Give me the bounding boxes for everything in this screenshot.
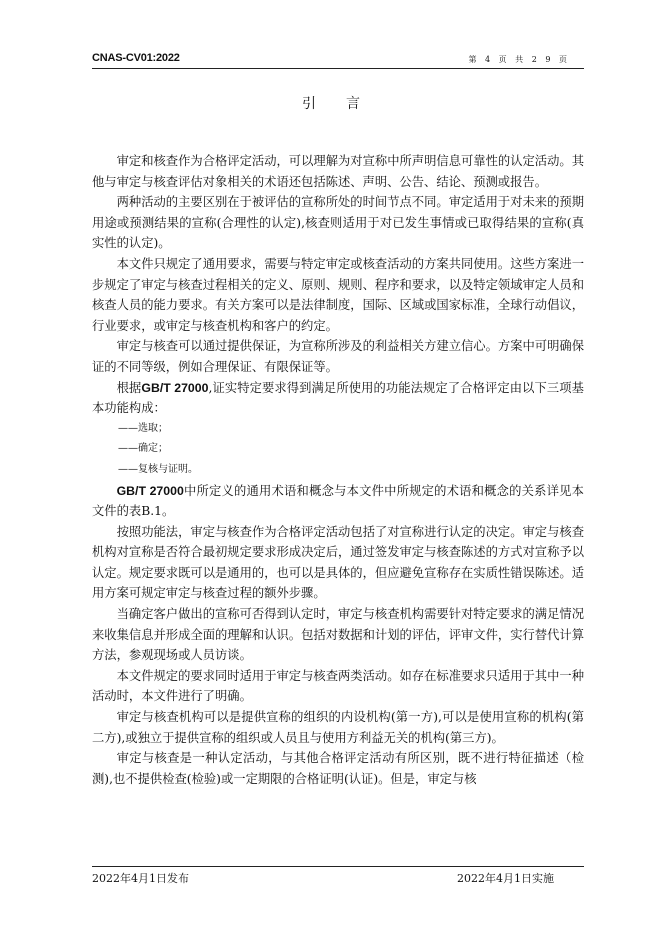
standard-reference: GB/T 27000: [141, 380, 209, 395]
paragraph-9: 本文件规定的要求同时适用于审定与核查两类活动。如存在标准要求只适用于其中一种活动时，本文件进行了明确。: [92, 668, 584, 704]
page-header: [92, 52, 584, 69]
paragraph-1: 审定和核查作为合格评定活动，可以理解为对宣称中所声明信息可靠性的认定活动。其他与审定与核查评估对象相关的术语还包括陈述、声明、公告、结论、预测或报告。: [92, 154, 584, 189]
list-item: ——复核与证明。: [118, 463, 198, 475]
paragraph-10: 审定与核查机构可以是提供宣称的组织的内设机构(第一方),可以是使用宣称的机构(第二方),或独立于提供宣称的组织或人员且与使用方利益无关的机构(第三方)。: [92, 710, 584, 745]
section-title: 引言: [302, 96, 390, 112]
paragraph-5-rest: ,证实特定要求得到满足所使用的功能法规定了合格评定由以下三项基本功能构成：: [92, 380, 584, 416]
paragraph-11: 审定与核查是一种认定活动，与其他合格评定活动有所区别，既不进行特征描述（检测),也不提供检查(检验)或一定期限的合格证明(认证)。但是，审定与核: [92, 751, 584, 786]
issue-date: 2022年4月1日发布: [92, 872, 189, 885]
paragraph-5: [92, 378, 584, 419]
page-footer: [92, 866, 584, 887]
implementation-date: 2022年4月1日实施: [457, 872, 554, 885]
list-item: ——确定；: [118, 443, 168, 455]
standard-reference: GB/T 27000: [116, 483, 184, 498]
paragraph-6-rest: 中所定义的通用术语和概念与本文件中所规定的术语和概念的关系详见本文件的表B.1。: [92, 483, 584, 519]
paragraph-8: 当确定客户做出的宣称可否得到认定时，审定与核查机构需要针对特定要求的满足情况来收集信息并形成全面的理解和认识。包括对数据和计划的评估，评审文件，实行替代计算方法，参观现场或人员访谈。: [92, 607, 584, 663]
paragraph-2: 两种活动的主要区别在于被评估的宣称所处的时间节点不同。审定适用于对未来的预期用途或预测结果的宣称(合理性的认定),核查则适用于对已发生事情或已取得结果的宣称(真实性的认定)。: [92, 195, 584, 251]
paragraph-7: 按照功能法，审定与核查作为合格评定活动包括了对宣称进行认定的决定。审定与核查机构对宣称是否符合最初规定要求形成决定后，通过签发审定与核查陈述的方式对宣称予以认定。规定要求既可以是通用的，也可以是具体的，但应避免宣称存在实质性错误陈述。适用方案可规定审定与核查过程的额外步骤。: [92, 524, 584, 601]
body-text: [92, 151, 584, 789]
page-number: 第 4 页 共 2 9 页: [468, 55, 570, 64]
paragraph-4: 审定与核查可以通过提供保证，为宣称所涉及的利益相关方建立信心。方案中可明确保证的不同等级，例如合理保证、有限保证等。: [92, 339, 584, 374]
paragraph-3: 本文件只规定了通用要求，需要与特定审定或核查活动的方案共同使用。这些方案进一步规定了审定与核查过程相关的定义、原则、规则、程序和要求，以及特定领域审定人员和核查人员的能力要求。有关方案可以是法律制度，国际、区域或国家标准，全球行动倡议，行业要求，或审定与核查机构和客户的约定。: [92, 256, 584, 333]
paragraph-6: [92, 481, 584, 522]
document-code: CNAS-CV01:2022: [92, 52, 180, 64]
paragraph-5-prefix: 根据: [116, 380, 142, 395]
list-item: ——选取；: [118, 422, 168, 434]
